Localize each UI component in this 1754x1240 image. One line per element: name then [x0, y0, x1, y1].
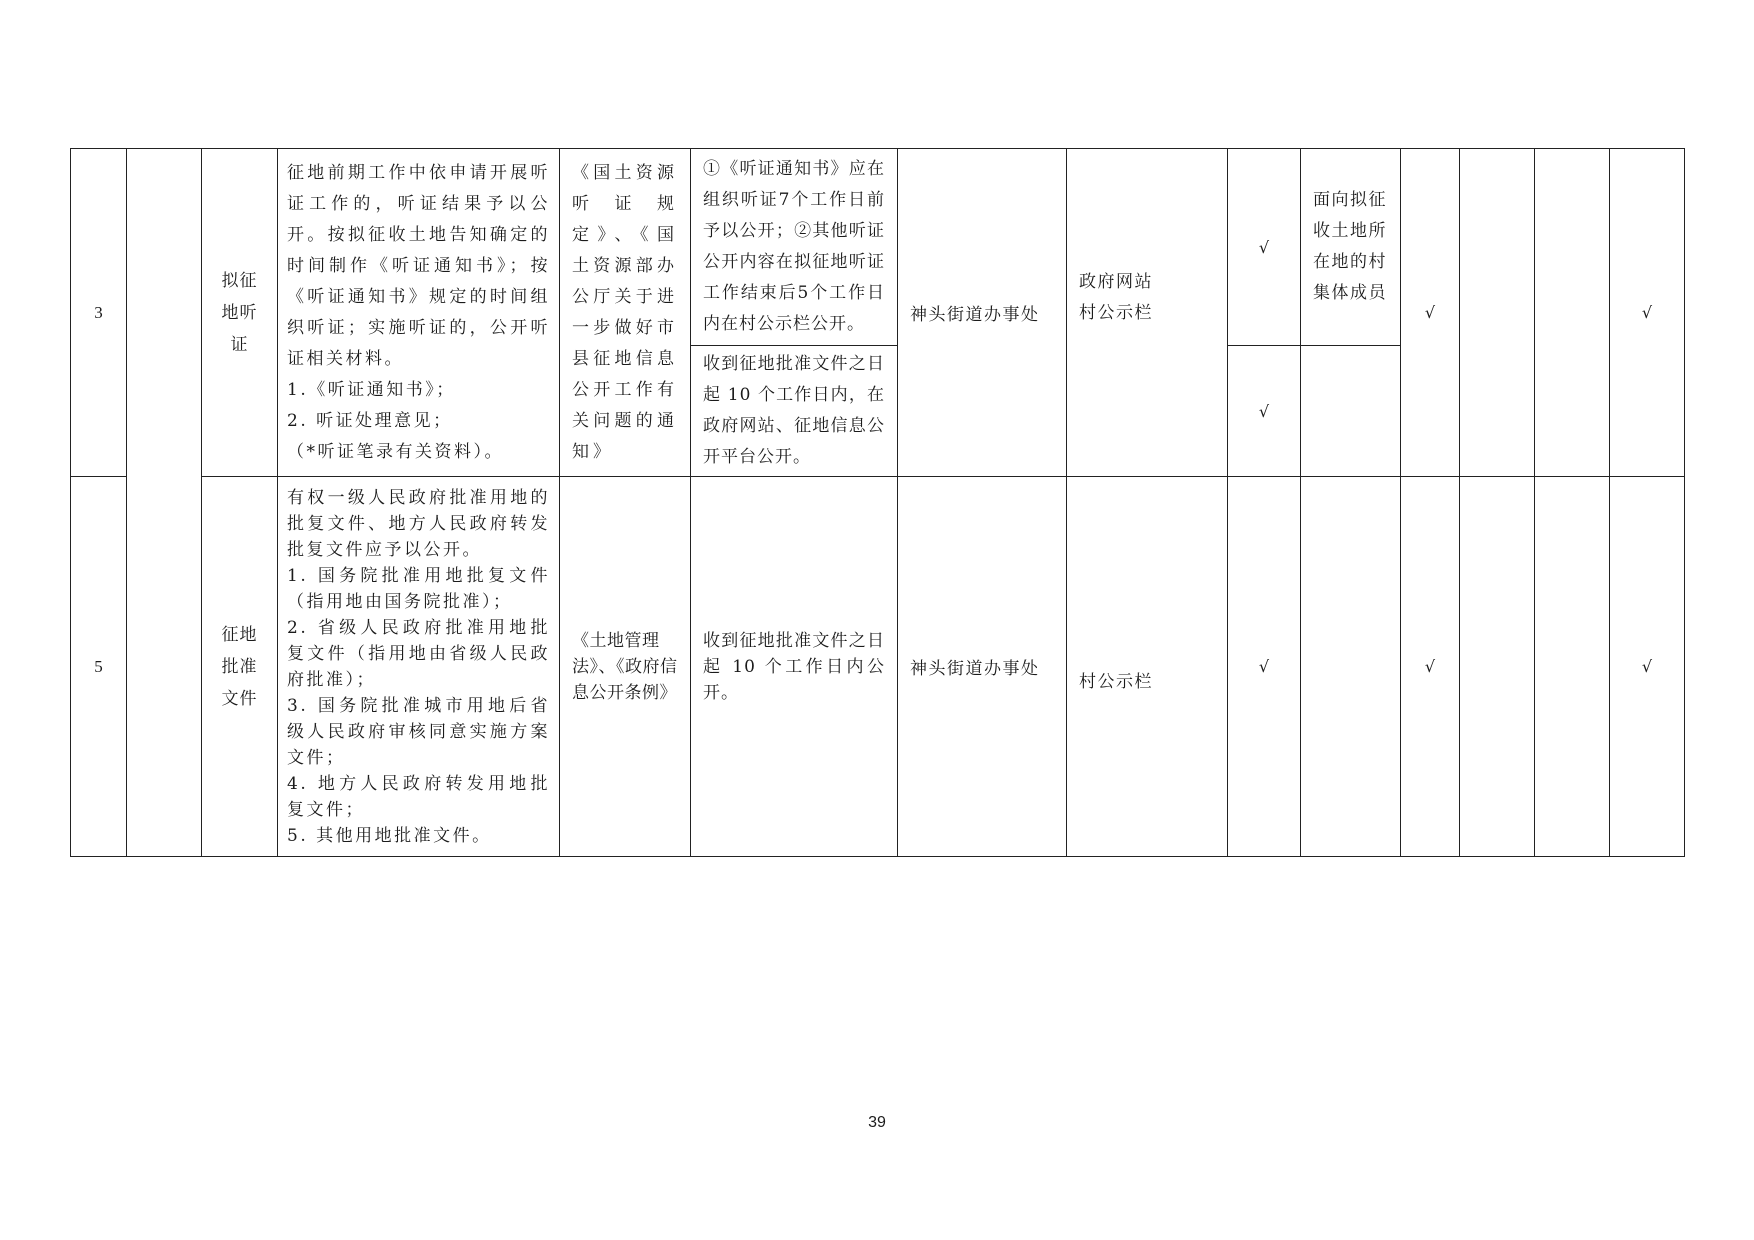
time-limit-text: 收到征地批准文件之日起 10 个工作日内公开。 — [703, 630, 885, 703]
seq-cell — [71, 149, 127, 477]
level-county-cell — [1535, 149, 1610, 477]
mode-proactive-cell — [1401, 149, 1460, 477]
content-material-item: 2. 听证处理意见； — [287, 410, 453, 431]
check-mark: √ — [1641, 657, 1653, 676]
content-material-item: 4. 地方人民政府转发用地批复文件； — [287, 773, 550, 820]
check-mark: √ — [1258, 657, 1270, 676]
item-name: 征地批准文件 — [221, 624, 258, 709]
basis-text: 《土地管理法》、《政府信息公开条例》 — [572, 630, 678, 703]
item-name: 拟征地听证 — [221, 270, 258, 355]
channel-cell — [1067, 477, 1228, 857]
category-cell — [127, 149, 202, 857]
audience-specific-cell — [1301, 149, 1401, 346]
basis-cell — [560, 149, 691, 477]
content-material-item: 1.《听证通知书》； — [287, 379, 456, 400]
content-material-item: 1. 国务院批准用地批复文件（指用地由国务院批准）； — [287, 565, 550, 612]
audience-specific-text: 面向拟征收土地所在地的村集体成员 — [1313, 190, 1387, 303]
table-row — [71, 149, 1685, 346]
content-cell — [278, 477, 560, 857]
time-limit-text: ①《听证通知书》应在组织听证7个工作日前予以公开；②其他听证公开内容在拟征地听证工作结束后5个工作日内在村公示栏公开。 — [703, 159, 885, 334]
time-limit-cell — [691, 346, 898, 477]
channel-item: 政府网站 — [1079, 271, 1153, 292]
table-row — [71, 477, 1685, 857]
mode-proactive-cell — [1401, 477, 1460, 857]
page-number: 39 — [868, 1114, 886, 1131]
seq-number: 5 — [94, 656, 103, 676]
seq-number: 3 — [94, 302, 103, 322]
channel-cell — [1067, 149, 1228, 477]
audience-specific-cell — [1301, 346, 1401, 477]
subject-text: 神头街道办事处 — [910, 659, 1040, 679]
disclosure-catalog-table — [70, 148, 1685, 857]
content-material-item: （*听证笔录有关资料）。 — [287, 441, 504, 462]
subject-cell — [898, 477, 1067, 857]
mode-on-request-cell — [1460, 149, 1535, 477]
time-limit-text: 收到征地批准文件之日起 10 个工作日内，在政府网站、征地信息公开平台公开。 — [703, 354, 885, 467]
item-cell — [202, 477, 278, 857]
audience-public-cell — [1228, 477, 1301, 857]
subject-cell — [898, 149, 1067, 477]
time-limit-cell — [691, 149, 898, 346]
check-mark: √ — [1424, 657, 1436, 676]
level-county-cell — [1535, 477, 1610, 857]
check-mark: √ — [1641, 303, 1653, 322]
content-material-item: 5. 其他用地批准文件。 — [287, 825, 492, 846]
content-description: 有权一级人民政府批准用地的批复文件、地方人民政府转发批复文件应予以公开。 — [287, 487, 550, 560]
basis-text: 《国土资源听证规定》、《国土资源部办公厅关于进一步做好市县征地信息公开工作有关问题的通知》 — [572, 162, 678, 462]
audience-public-cell — [1228, 149, 1301, 346]
mode-on-request-cell — [1460, 477, 1535, 857]
content-material-item: 2. 省级人民政府批准用地批复文件（指用地由省级人民政府批准）； — [287, 617, 550, 690]
level-township-cell — [1610, 477, 1685, 857]
basis-cell — [560, 477, 691, 857]
channel-item: 村公示栏 — [1079, 672, 1153, 692]
item-cell — [202, 149, 278, 477]
content-description: 征地前期工作中依申请开展听证工作的，听证结果予以公开。按拟征收土地告知确定的时间制作《听证通知书》；按《听证通知书》规定的时间组织听证；实施听证的，公开听证相关材料。 — [287, 162, 550, 369]
check-mark: √ — [1258, 237, 1270, 257]
audience-public-cell — [1228, 346, 1301, 477]
level-township-cell — [1610, 149, 1685, 477]
audience-specific-cell — [1301, 477, 1401, 857]
content-material-item: 3. 国务院批准城市用地后省级人民政府审核同意实施方案文件； — [287, 695, 550, 768]
seq-cell — [71, 477, 127, 857]
check-mark: √ — [1424, 303, 1436, 322]
time-limit-cell — [691, 477, 898, 857]
check-mark: √ — [1258, 401, 1270, 421]
subject-text: 神头街道办事处 — [910, 305, 1040, 325]
content-cell — [278, 149, 560, 477]
channel-item: 村公示栏 — [1079, 302, 1153, 323]
